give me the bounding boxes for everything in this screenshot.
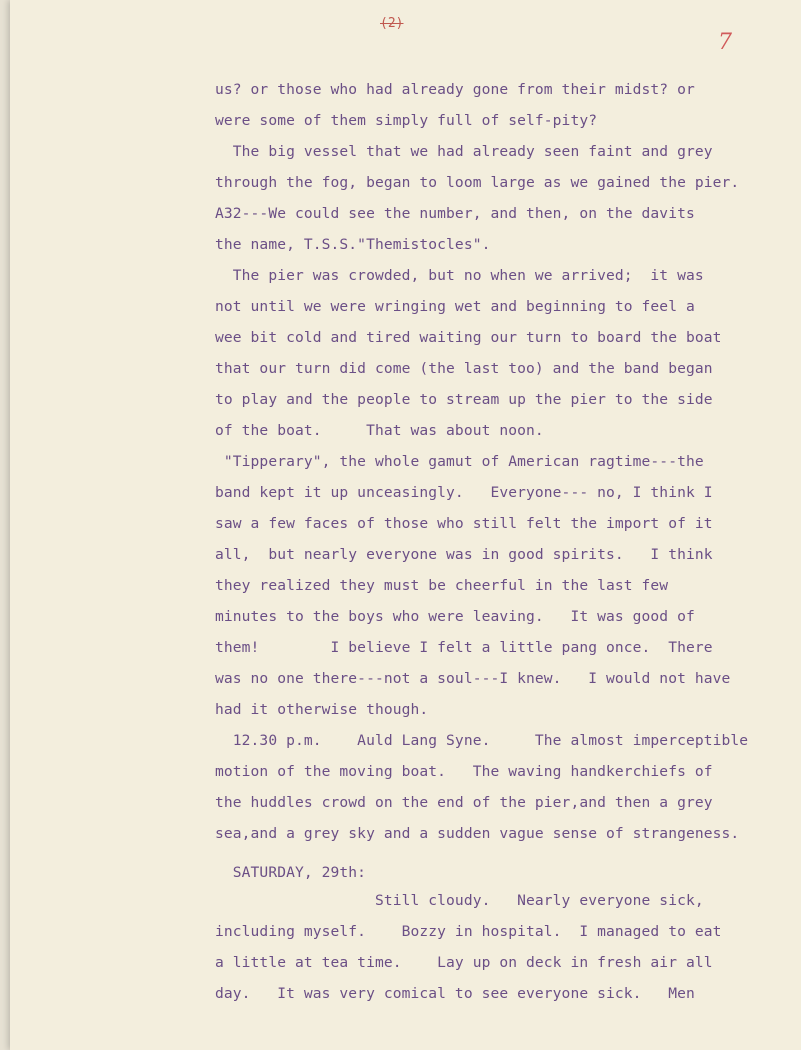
text-line: The big vessel that we had already seen faint and grey — [215, 143, 713, 160]
text-line: A32---We could see the number, and then, on the davits — [215, 205, 695, 222]
text-line: day. It was very comical to see everyone sick. Men — [215, 985, 695, 1002]
text-line: the name, T.S.S."Themistocles". — [215, 236, 491, 253]
text-line: minutes to the boys who were leaving. It was good of — [215, 608, 695, 625]
text-line: all, but nearly everyone was in good spirits. I think — [215, 546, 713, 563]
text-line: through the fog, began to loom large as we gained the pier. — [215, 174, 740, 191]
text-line: including myself. Bozzy in hospital. I managed to eat — [215, 923, 722, 940]
typed-text-block — [215, 74, 775, 1009]
text-line: them! I believe I felt a little pang once. There — [215, 639, 713, 656]
paragraph-gap — [215, 849, 775, 861]
text-line: not until we were wringing wet and beginning to feel a — [215, 298, 695, 315]
text-line: band kept it up unceasingly. Everyone--- no, I think I — [215, 484, 713, 501]
text-line: us? or those who had already gone from their midst? or — [215, 81, 695, 98]
folio-number: 7 — [718, 30, 732, 55]
text-line: "Tipperary", the whole gamut of American ragtime---the — [215, 453, 704, 470]
date-heading: SATURDAY, 29th: — [215, 864, 367, 881]
text-line: had it otherwise though. — [215, 701, 429, 718]
text-line: a little at tea time. Lay up on deck in fresh air all — [215, 954, 713, 971]
text-line: to play and the people to stream up the pier to the side — [215, 391, 713, 408]
text-line: of the boat. That was about noon. — [215, 422, 544, 439]
text-line: saw a few faces of those who still felt the import of it — [215, 515, 713, 532]
text-line: Still cloudy. Nearly everyone sick, — [215, 892, 704, 909]
text-line: sea,and a grey sky and a sudden vague sense of strangeness. — [215, 825, 740, 842]
text-line: were some of them simply full of self-pity? — [215, 112, 598, 129]
text-line: they realized they must be cheerful in the last few — [215, 577, 669, 594]
text-line: The pier was crowded, but no when we arrived; it was — [215, 267, 704, 284]
typewritten-page — [10, 0, 801, 1050]
text-line: motion of the moving boat. The waving handkerchiefs of — [215, 763, 713, 780]
text-line: was no one there---not a soul---I knew. I would not have — [215, 670, 731, 687]
text-line: that our turn did come (the last too) and the band began — [215, 360, 713, 377]
struck-page-number: (2) — [380, 16, 404, 31]
text-line: wee bit cold and tired waiting our turn to board the boat — [215, 329, 722, 346]
text-line: the huddles crowd on the end of the pier,and then a grey — [215, 794, 713, 811]
text-line: 12.30 p.m. Auld Lang Syne. The almost imperceptible — [215, 732, 749, 749]
